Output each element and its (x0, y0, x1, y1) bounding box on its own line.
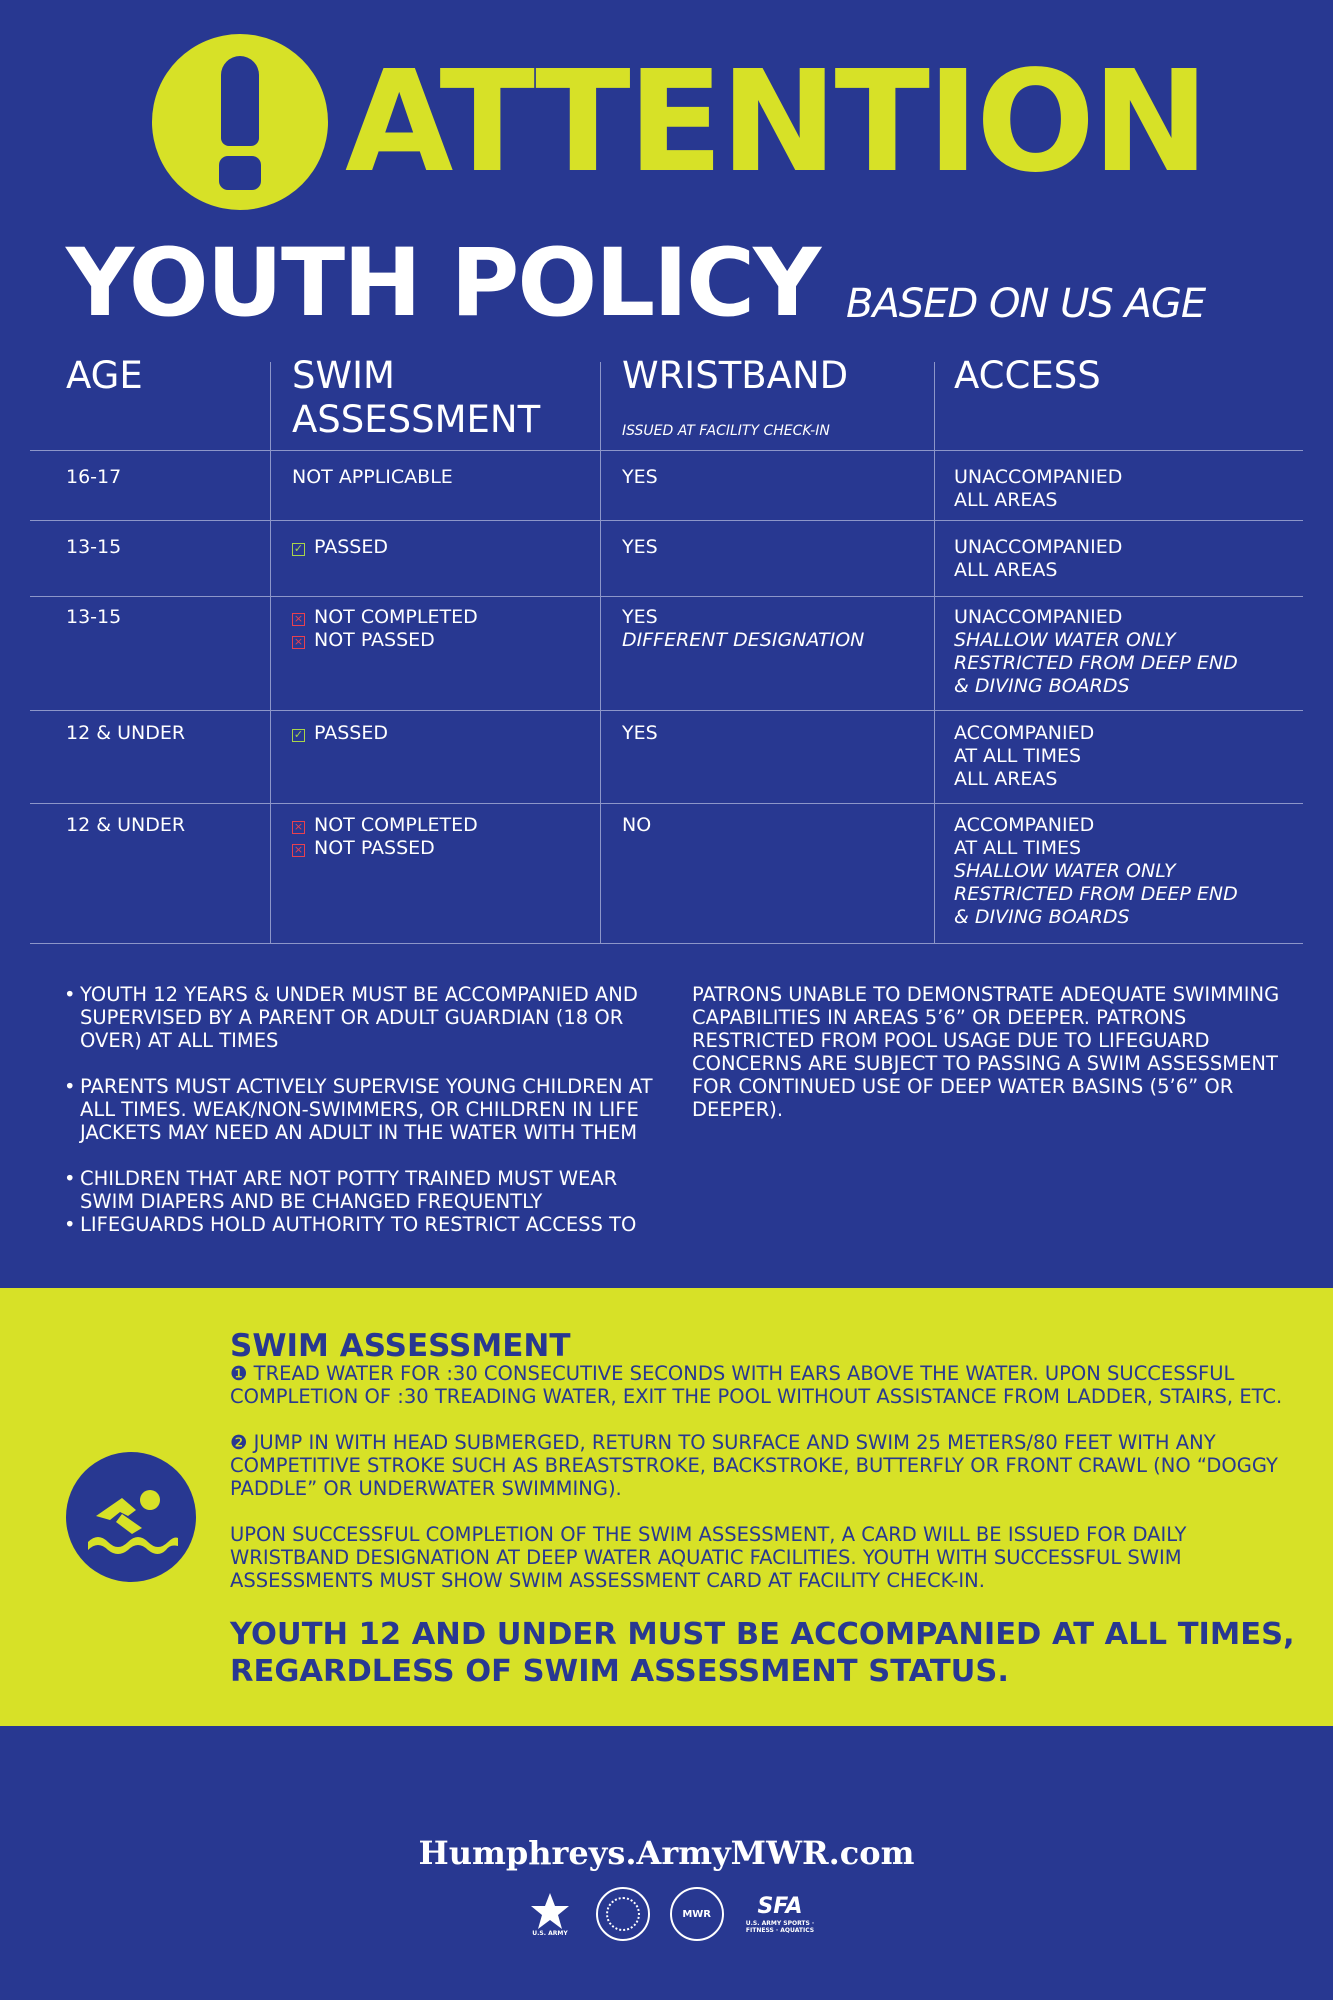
final-warning: YOUTH 12 AND UNDER MUST BE ACCOMPANIED AT ALL TIMES, REGARDLESS OF SWIM ASSESSMENT STATUS. (230, 1617, 1295, 1689)
column-header-access: ACCESS (954, 354, 1101, 397)
cell-age: 12 & UNDER (66, 814, 186, 836)
cell-wristband (622, 606, 864, 652)
imcom-seal-icon (593, 1884, 653, 1944)
wristband-text: YES (622, 606, 658, 628)
cell-wristband (622, 536, 658, 559)
exclamation-icon (152, 34, 328, 210)
cell-access (954, 606, 1238, 698)
website-link[interactable]: Humphreys.ArmyMWR.com (418, 1834, 915, 1872)
cell-swim-assessment (292, 536, 388, 559)
wristband-text: YES (622, 536, 658, 558)
logo-caption: U.S. ARMY (532, 1929, 568, 1937)
row-divider (30, 520, 1303, 521)
logo-caption: U.S. ARMY SPORTS · FITNESS · AQUATICS (745, 1920, 815, 1934)
checkbox-checked-icon: ✓ (293, 542, 304, 555)
cell-access (954, 466, 1122, 512)
access-text: RESTRICTED FROM DEEP END (954, 883, 1238, 905)
note-bullet: • CHILDREN THAT ARE NOT POTTY TRAINED MUST WEAR SWIM DIAPERS AND BE CHANGED FREQUENTLY (64, 1167, 664, 1213)
cell-wristband (622, 722, 658, 745)
checkbox-x-icon: × (293, 635, 304, 648)
access-text: ACCOMPANIED (954, 722, 1095, 744)
access-text: UNACCOMPANIED (954, 536, 1123, 558)
swim-completion-text: UPON SUCCESSFUL COMPLETION OF THE SWIM ASSESSMENT, A CARD WILL BE ISSUED FOR DAILY WRISTBAND DESIGNATION AT DEEP WATER AQUATIC FACILITIES. YOUTH WITH SUCCESSFUL SWIM ASSESSMENTS MUST SHOW SWIM ASSESSMENT CARD AT FACILITY CHECK-IN. (230, 1523, 1187, 1592)
column-header-wristband: WRISTBAND (622, 354, 849, 397)
swim-status: × NOT COMPLETED (293, 814, 478, 836)
wristband-text: YES (622, 466, 658, 488)
wristband-text: NO (622, 814, 652, 836)
swim-status: ✓ PASSED (293, 722, 388, 744)
access-text: UNACCOMPANIED (954, 606, 1123, 628)
wristband-text: YES (622, 722, 658, 744)
logo-strip (520, 1882, 820, 1946)
row-divider (30, 803, 1303, 804)
checkbox-x-icon: × (293, 843, 304, 856)
swim-assessment-title: SWIM ASSESSMENT (230, 1328, 571, 1364)
cell-age: 13-15 (66, 606, 122, 628)
cell-access (954, 536, 1122, 582)
access-text: RESTRICTED FROM DEEP END (954, 652, 1238, 674)
access-text: ALL AREAS (954, 559, 1058, 581)
row-divider (30, 450, 1303, 451)
cell-age: 13-15 (66, 536, 122, 558)
access-text: ALL AREAS (954, 489, 1058, 511)
cell-access (954, 722, 1094, 791)
cell-swim-assessment (292, 606, 478, 652)
cell-wristband (622, 466, 658, 489)
note-bullet: • PARENTS MUST ACTIVELY SUPERVISE YOUNG CHILDREN AT ALL TIMES. WEAK/NON-SWIMMERS, OR CHILDREN IN LIFE JACKETS MAY NEED AN ADULT IN THE WATER WITH THEM (64, 1075, 664, 1144)
access-text: AT ALL TIMES (954, 745, 1082, 767)
access-text: SHALLOW WATER ONLY (954, 860, 1176, 882)
notes-left (64, 983, 664, 1236)
cell-access (954, 814, 1238, 929)
row-divider (30, 710, 1303, 711)
access-text: UNACCOMPANIED (954, 466, 1123, 488)
cell-age: 16-17 (66, 466, 122, 488)
cell-swim-assessment (292, 466, 453, 489)
access-text: AT ALL TIMES (954, 837, 1082, 859)
wristband-note: ISSUED AT FACILITY CHECK-IN (622, 423, 830, 439)
page-title: YOUTH POLICY (66, 229, 820, 338)
access-text: SHALLOW WATER ONLY (954, 629, 1176, 651)
cell-swim-assessment (292, 814, 478, 860)
note-bullet: • LIFEGUARDS HOLD AUTHORITY TO RESTRICT ACCESS TO (64, 1213, 664, 1236)
cell-swim-assessment (292, 722, 388, 745)
swim-status: ✓ PASSED (293, 536, 388, 558)
swimmer-icon (66, 1452, 196, 1582)
swim-step-2: ❷ JUMP IN WITH HEAD SUBMERGED, RETURN TO SURFACE AND SWIM 25 METERS/80 FEET WITH ANY COMPETITIVE STROKE SUCH AS BREASTSTROKE, BACKSTROKE, BUTTERFLY OR FRONT CRAWL (NO “DOGGY PADDLE” OR UNDERWATER SWIMMING). (230, 1431, 1278, 1500)
mwr-globe-icon (667, 1884, 727, 1944)
access-text: ACCOMPANIED (954, 814, 1095, 836)
note-bullet: • YOUTH 12 YEARS & UNDER MUST BE ACCOMPANIED AND SUPERVISED BY A PARENT OR ADULT GUARDIAN (18 OR OVER) AT ALL TIMES (64, 983, 664, 1052)
access-text: & DIVING BOARDS (954, 675, 1130, 697)
swim-status: NOT APPLICABLE (292, 466, 453, 488)
sfa-icon: SFA U.S. ARMY SPORTS · FITNESS · AQUATICS (740, 1884, 820, 1944)
column-header-age: AGE (66, 354, 143, 397)
access-text: & DIVING BOARDS (954, 906, 1130, 928)
checkbox-x-icon: × (293, 820, 304, 833)
swim-assessment-body (230, 1362, 1290, 1615)
page-subtitle: BASED ON US AGE (846, 281, 1206, 327)
us-army-star-icon (520, 1884, 580, 1944)
cell-age: 12 & UNDER (66, 722, 186, 744)
attention-heading: ATTENTION (345, 41, 1207, 204)
wristband-text: DIFFERENT DESIGNATION (622, 629, 865, 651)
row-divider (30, 943, 1303, 944)
row-divider (30, 596, 1303, 597)
swim-status: × NOT PASSED (293, 837, 435, 859)
logo-caption: MWR (682, 1908, 711, 1920)
column-header-swim-assessment: SWIM ASSESSMENT (292, 354, 541, 441)
notes-right: PATRONS UNABLE TO DEMONSTRATE ADEQUATE SWIMMING CAPABILITIES IN AREAS 5’6” OR DEEPER. PATRONS RESTRICTED FROM POOL USAGE DUE TO LIFEGUARD CONCERNS ARE SUBJECT TO PASSING A SWIM ASSESSMENT FOR CONTINUED USE OF DEEP WATER BASINS (5’6” OR DEEPER). (692, 983, 1280, 1121)
swim-step-1: ❶ TREAD WATER FOR :30 CONSECUTIVE SECONDS WITH EARS ABOVE THE WATER. UPON SUCCESSFUL COMPLETION OF :30 TREADING WATER, EXIT THE POOL WITHOUT ASSISTANCE FROM LADDER, STAIRS, ETC. (230, 1362, 1283, 1408)
swim-status: × NOT COMPLETED (293, 606, 478, 628)
access-text: ALL AREAS (954, 768, 1058, 790)
checkbox-checked-icon: ✓ (293, 728, 304, 741)
cell-wristband (622, 814, 651, 837)
checkbox-x-icon: × (293, 612, 304, 625)
swim-status: × NOT PASSED (293, 629, 435, 651)
